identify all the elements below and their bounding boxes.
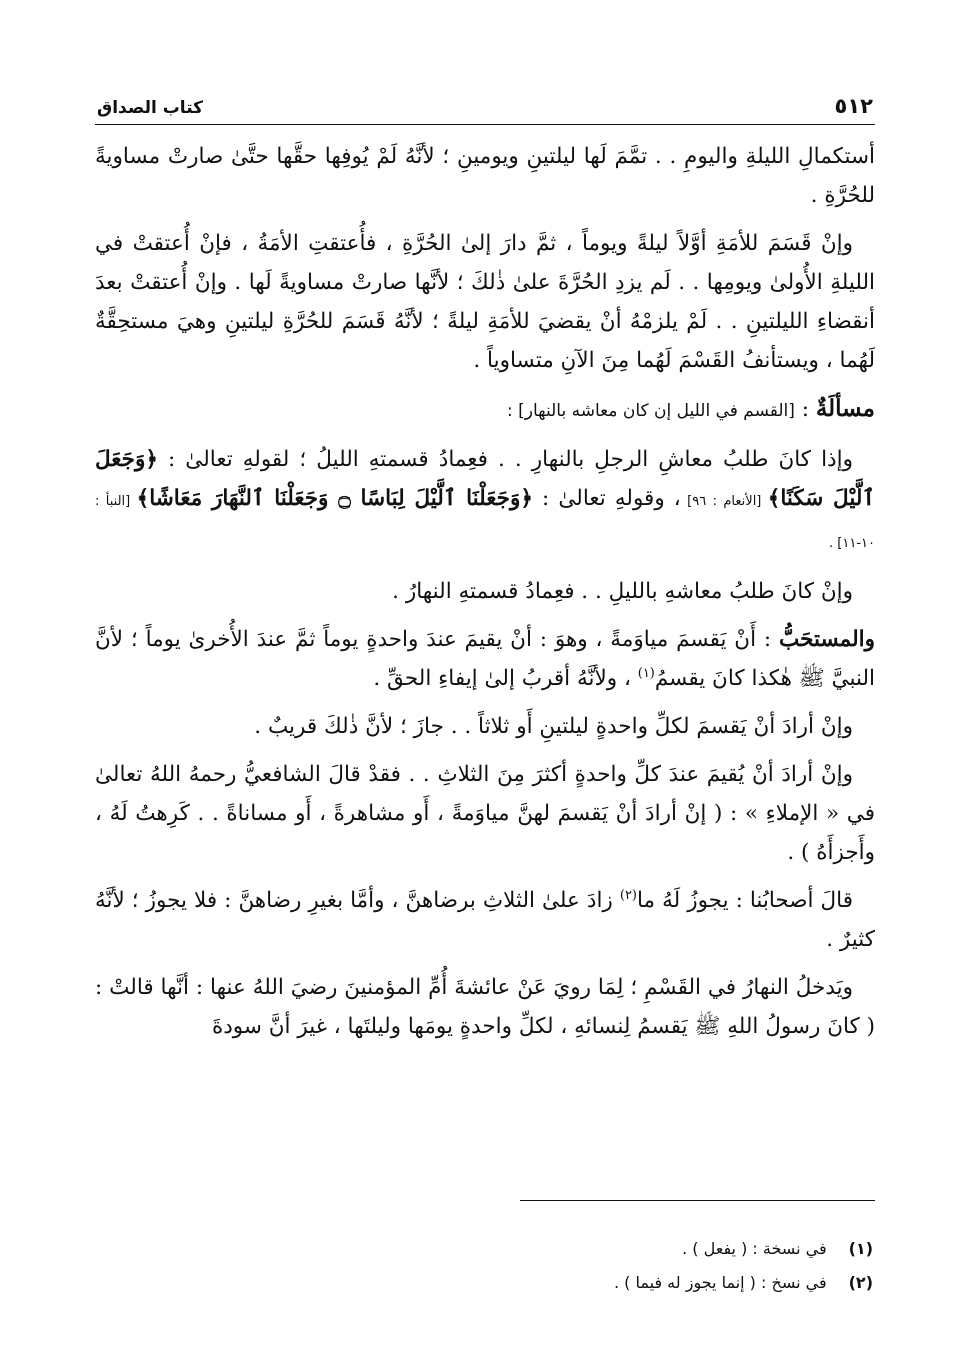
footnote-ref-1: (١)	[637, 665, 655, 681]
paragraph-9: ويَدخلُ النهارُ في القَسْمِ ؛ لِمَا رويَ عَنْ عائشةَ أُمِّ المؤمنينَ رضيَ اللهُ عنها : أنَّها قالتْ : ( كانَ رسولُ اللهِ ﷺ يَقسمُ لِنسائهِ ، لكلِّ واحدةٍ يومَها وليلتَها ، غيرَ أنَّ سودةَ	[95, 975, 875, 1039]
footnote-1	[95, 1232, 875, 1266]
masala-title: [القسم في الليل إن كان معاشه بالنهار] :	[507, 401, 795, 421]
paragraph-1: أستكمالِ الليلةِ واليومِ . . تمَّمَ لَها ليلتينِ ويومينِ ؛ لأنَّهُ لَمْ يُوفِها حقَّها حتَّىٰ صارتْ مساويةً للحُرَّةِ .	[95, 144, 875, 208]
footnote-text: في نسخ : ( إنما يجوز له فيما ) .	[613, 1273, 827, 1292]
paragraph-8	[95, 881, 875, 959]
footnote-number: (١)	[848, 1239, 873, 1258]
paragraph-4: وإنْ كانَ طلبُ معاشهِ بالليلِ . . فعِمادُ قسمتهِ النهارُ .	[392, 579, 853, 604]
paragraph-5	[95, 620, 875, 698]
quran-reference-2: [النبأ : ١٠-١١] .	[95, 494, 875, 551]
paragraph-2: وإنْ قَسَمَ للأمَةِ أوَّلاً ليلةً ويوماً ، ثمَّ دارَ إلىٰ الحُرَّةِ ، فأُعتقتِ الأمَةُ ، فإنْ أُعتقتْ في الليلةِ الأُولىٰ ويومِها . . لَم يزدِ الحُرَّةَ علىٰ ذٰلكَ ؛ لأنَّها صارتْ مساويةً لَها . وإنْ أُعتقتْ بعدَ أنقضاءِ الليلتينِ . . لَمْ يلزمْهُ أنْ يقضيَ للأمَةِ ليلةً ؛ لأنَّهُ قَسَمَ للحُرَّةِ ليلتينِ وهيَ مستحِقَّةٌ لَهُما ، ويستأنفُ القَسْمَ لَهُما مِنَ الآنِ متساوياً .	[95, 231, 875, 373]
paragraph-5-text-a: : أَنْ يَقسمَ مياوَمةً ، وهوَ : أنْ يقيمَ عندَ واحدةٍ يوماً ثمَّ عندَ الأُخرىٰ يوماً ؛ لأنَّ النبيَّ ﷺ هٰكذا كانَ يقسمُ	[95, 627, 875, 691]
quran-verse-2: ﴿وَجَعَلْنَا ٱلَّيْلَ لِبَاسًا ۝ وَجَعَلْنَا ٱلنَّهَارَ مَعَاشًا﴾	[136, 486, 533, 511]
quran-verse-1: ﴿وَجَعَلَ ٱلَّيْلَ سَكَنًا﴾	[95, 447, 875, 511]
masala-word: مسألَةٌ	[815, 395, 875, 422]
paragraph-8-text-a: قالَ أصحابُنا : يجوزُ لَهُ ما	[637, 888, 854, 913]
footnote-number: (٢)	[848, 1273, 873, 1292]
paragraph-3	[95, 440, 875, 563]
paragraph-7: وإنْ أرادَ أنْ يُقيمَ عندَ كلِّ واحدةٍ أكثرَ مِنَ الثلاثِ . . فقدْ قالَ الشافعيُّ رحمهُ اللهُ تعالىٰ في « الإملاءِ » : ( إنْ أرادَ أنْ يَقسمَ لهنَّ مياوَمةً ، أَو مشاهرةً ، أَو مساناةً . . كَرِهتُ لَهُ ، وأَجزأَهُ ) .	[95, 762, 875, 865]
footnote-ref-2: (٢)	[619, 887, 637, 903]
footnotes	[95, 1232, 875, 1300]
page-header	[95, 72, 875, 125]
book-page	[95, 72, 875, 1292]
footnote-2	[95, 1266, 875, 1300]
paragraph-3-text-a: وإذا كانَ طلبُ معاشِ الرجلِ بالنهارِ . . فعِمادُ قسمتهِ الليلُ ؛ لقولهِ تعالىٰ :	[157, 447, 853, 472]
paragraph-6: وإنْ أرادَ أنْ يَقسمَ لكلِّ واحدةٍ ليلتينِ أَو ثلاثاً . . جازَ ؛ لأنَّ ذٰلكَ قريبٌ .	[254, 714, 853, 739]
footnote-text: في نسخة : ( يفعل ) .	[682, 1239, 827, 1258]
footnote-divider	[520, 1200, 875, 1201]
book-title: كتاب الصداق	[97, 98, 204, 118]
paragraph-3-text-b: ، وقولهِ تعالىٰ :	[532, 486, 681, 511]
body-text	[95, 137, 875, 1046]
paragraph-5-text-b: ، ولأنَّهُ أقربُ إلىٰ إيفاءِ الحقِّ .	[373, 666, 638, 691]
masala-heading	[95, 389, 875, 431]
quran-reference-1: [الأنعام : ٩٦]	[680, 494, 768, 509]
masala-separator: :	[794, 397, 816, 422]
page-number: ٥١٢	[834, 94, 873, 118]
term-mustahabb: والمستحَبُّ	[779, 627, 875, 652]
paragraph-8-text-b: زادَ علىٰ الثلاثِ برضاهنَّ ، وأمَّا بغيرِ رضاهنَّ : فلا يجوزُ ؛ لأنَّهُ كثيرٌ .	[95, 888, 875, 952]
